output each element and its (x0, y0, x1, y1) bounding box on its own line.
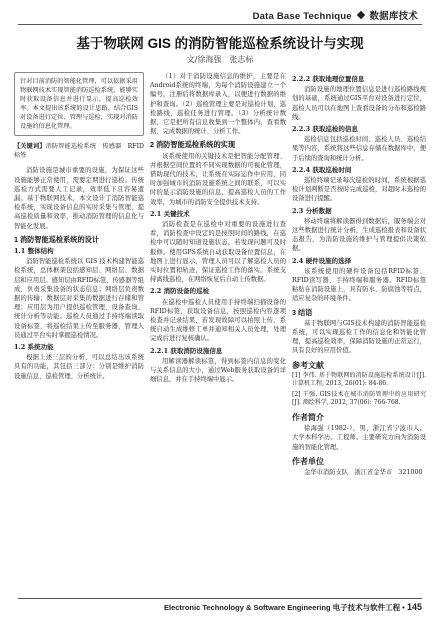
paragraph-2-2-2: 消防设施的地理位置信息是进行巡检路线规划的基础，系统通过GIS平台对设备进行定位，巡检人员可以在地图上查看设备的分布和巡检路线。 (292, 86, 426, 121)
affiliation: 金华市消防支队 浙江省金华市 321000 (304, 468, 423, 476)
paragraph-1-1: 消防智能巡检系统以 GIS 技术构建智能巡检系统，总体框架包括感知层、网络层、数据层和应用层。感知层由RFID标签、传感器等组成，负责采集设备的状态信息；网络层负责数据的传输；数据层对采集的数据进行存储和管理；应用层为用户提供巡检管理、设备查询、统计分析等功能。巡检人员通过手持终端读取设备标签，将巡检结果上传至服务器，管理人员通过平台实时掌握巡检情况。 (14, 258, 144, 339)
section-heading-1: 1 消防智能巡检系统的设计 (14, 234, 100, 244)
functions-paragraph: （1）对于消防设施信息的维护，主要是在Android系统的终端，为每个消防设施建立一个编号，注册后将数据库录入，以便进行数据的维护和查询。（2）巡检管理主要是对巡检计划、巡检路线、巡检任务进行管理。（3）分析统计数据，它是把所有信息收集到一个整体内，查看数据、完成数据的统计、分析工作。 (150, 73, 286, 136)
footer-journal-en: Electronic Technology & Software Engineering (163, 603, 331, 612)
keywords (14, 142, 151, 160)
section-heading-2: 2 消防智能巡检系统的实现 (150, 140, 236, 150)
paragraph-2-2-4: 巡检终端记录每次巡检的时间，系统根据巡检计划判断是否按时完成巡检，对超时未巡检的设备进行提醒。 (292, 177, 426, 203)
paragraph-2-1: 消防检查是在巡检中对重要的设施进行查看，消防检查中设定的是按照时间的路线，在巡检中可以随时知道设施状态，若发现问题可及时报修。使用GPS系统自动获取设备位置信息，在地图上进行显示，管理人员可以了解巡检人员的实时位置和轨迹，保证巡检工作的落实。系统支持离线巡检，在网络恢复后自动上传数据。 (150, 221, 286, 284)
section-heading-3: 3 结语 (292, 307, 313, 317)
subsection-heading-2-2-1: 2.2.1 获取消防设施信息 (150, 346, 223, 355)
column-middle (150, 72, 286, 386)
paragraph-2-2-3: 巡检信息包括巡检时间、巡检人员、巡检结果等内容，系统将这些信息存储在数据库中，便于后续的查询和统计分析。 (292, 136, 426, 162)
paragraph-2-3: 移动终端将解读器得到数据后，服务端会对这些数据进行统计分析，生成巡检报表和设备状态报告，为消防设施的维护与管理提供决策依据。 (292, 217, 426, 253)
paragraph-3: 基于物联网与GIS技术构建的消防智能巡检系统，可以实现巡检工作的信息化和智能化管理，提高巡检效率，保障消防设施的正常运行，具有良好的应用价值。 (292, 319, 426, 355)
subsection-heading-2-2-3: 2.2.3 获取巡检的信息 (292, 125, 358, 134)
author-bio: 徐海强（1982-），男，浙江省宁波市人。大学本科学历。工程师。主要研究方向为消防设施的智能化管理。 (292, 425, 426, 451)
journal-name-cn: 数据库技术 (369, 11, 418, 22)
reference-item: [1] 李伟. 基于物联网的消防设施巡检系统设计[J]. 计算机工程, 2013, 26(01): 84-86. (292, 371, 426, 388)
author-bio-heading: 作者简介 (292, 412, 324, 422)
paragraph-2: 该系统使用的关键技术是把智能分配管理、并根据空间位置的不同实现数据的可视化管理，借助现代的技术，让系统在实际运作中应用，同时加强城市的消防设施系统之间的联系，可以实时的显示消防设施的信息，提高巡检人员的工作效率，为城市的消防安全提供技术支持。 (150, 152, 286, 206)
reference-item: [2] 王强. GIS技术在城市消防管理中的应用研究[J]. 测绘科学, 2012, 37(06): 766-768. (292, 390, 426, 407)
paragraph-2-2-1: 用解读器解读标签，得到标签内信息的变化与关系信息的大小，通过Web服务获取设备的详细信息，并在手持终端中显示。 (150, 357, 286, 384)
header-divider (18, 24, 422, 25)
paragraph-2-4: 该系统使用的硬件设备包括RFID标签、RFID读写器、手持终端和服务器。RFID标签粘贴在消防设施上，具有防水、防腐蚀等特点，适应复杂的环境条件。 (292, 267, 426, 303)
footer-journal-cn: 电子技术与软件工程 (332, 603, 401, 612)
column-right (292, 72, 426, 478)
column-left (14, 72, 151, 382)
diamond-icon (356, 11, 364, 19)
page-footer (18, 598, 422, 612)
paragraph-1-2: 根据上述三层的分析，可以总结出该系统具有的功能，其包括三部分：分别是维护消防设施信息、巡检管理、分析统计。 (14, 354, 144, 380)
affiliation-heading: 作者单位 (292, 456, 324, 466)
references-heading: 参考文献 (292, 360, 324, 370)
intro-paragraph: 消防设施是城市重要的设施，为保证这些设施能够正常使用，需要定期进行巡检。传统巡检方式需要人工记录，效率低下且容易遗漏。基于物联网技术，本文设计了消防智能巡检系统，实现设备信息的实时采集与管理，提高巡检质量和效率，推动消防管理的信息化与智能化发展。 (14, 167, 144, 230)
footer-journal: Electronic Technology & Software Engineering 电子技术与软件工程 • 145 (163, 602, 422, 612)
subsection-heading-2-2-4: 2.2.4 获取巡检时间 (292, 165, 352, 174)
subsection-heading-2-2: 2.2 消防设备的巡检 (150, 287, 210, 296)
article-title: 基于物联网 GIS 的消防智能巡检系统设计与实现 (76, 36, 364, 51)
paragraph-2-2: 在巡检中巡检人员使用手持终端扫描设备的RFID标签，获取设备信息，按照巡检内容逐项检查并记录结果，若发现故障可以拍照上传，系统自动生成维修工单并通知相关人员处理，处理完成后进行复核确认。 (150, 298, 286, 343)
subsection-heading-1-1: 1.1 整体结构 (14, 247, 54, 256)
page-number: 145 (406, 602, 422, 612)
article-byline: 文/徐海强 张志标 (186, 55, 254, 64)
keywords-text: 消防智能巡检系统 传感器 RFID 标签 (14, 143, 151, 160)
subsection-heading-2-2-2: 2.2.2 获取地理位置信息 (292, 75, 365, 83)
subsection-heading-2-4: 2.4 硬件设施的选择 (292, 256, 352, 265)
journal-name-en: Data Base Technique (252, 11, 352, 22)
abstract-box: 针对目前消防的智能化管理，可以依据采用物联网技术实现智能消防巡检系统，能够实时获取设备信息并进行显示，提高巡检效率。本文提出该系统的设计思路，结合GIS对设备进行定位、管理与巡检，实现对消防设施的信息化管理。 (14, 72, 144, 136)
keywords-label: 【关键词】 (14, 143, 46, 150)
subsection-heading-2-3: 2.3 分析数据 (292, 206, 332, 215)
subsection-heading-1-2: 1.2 系统功能 (14, 343, 54, 352)
journal-header (253, 8, 418, 22)
subsection-heading-2-1: 2.1 关键技术 (150, 209, 190, 218)
